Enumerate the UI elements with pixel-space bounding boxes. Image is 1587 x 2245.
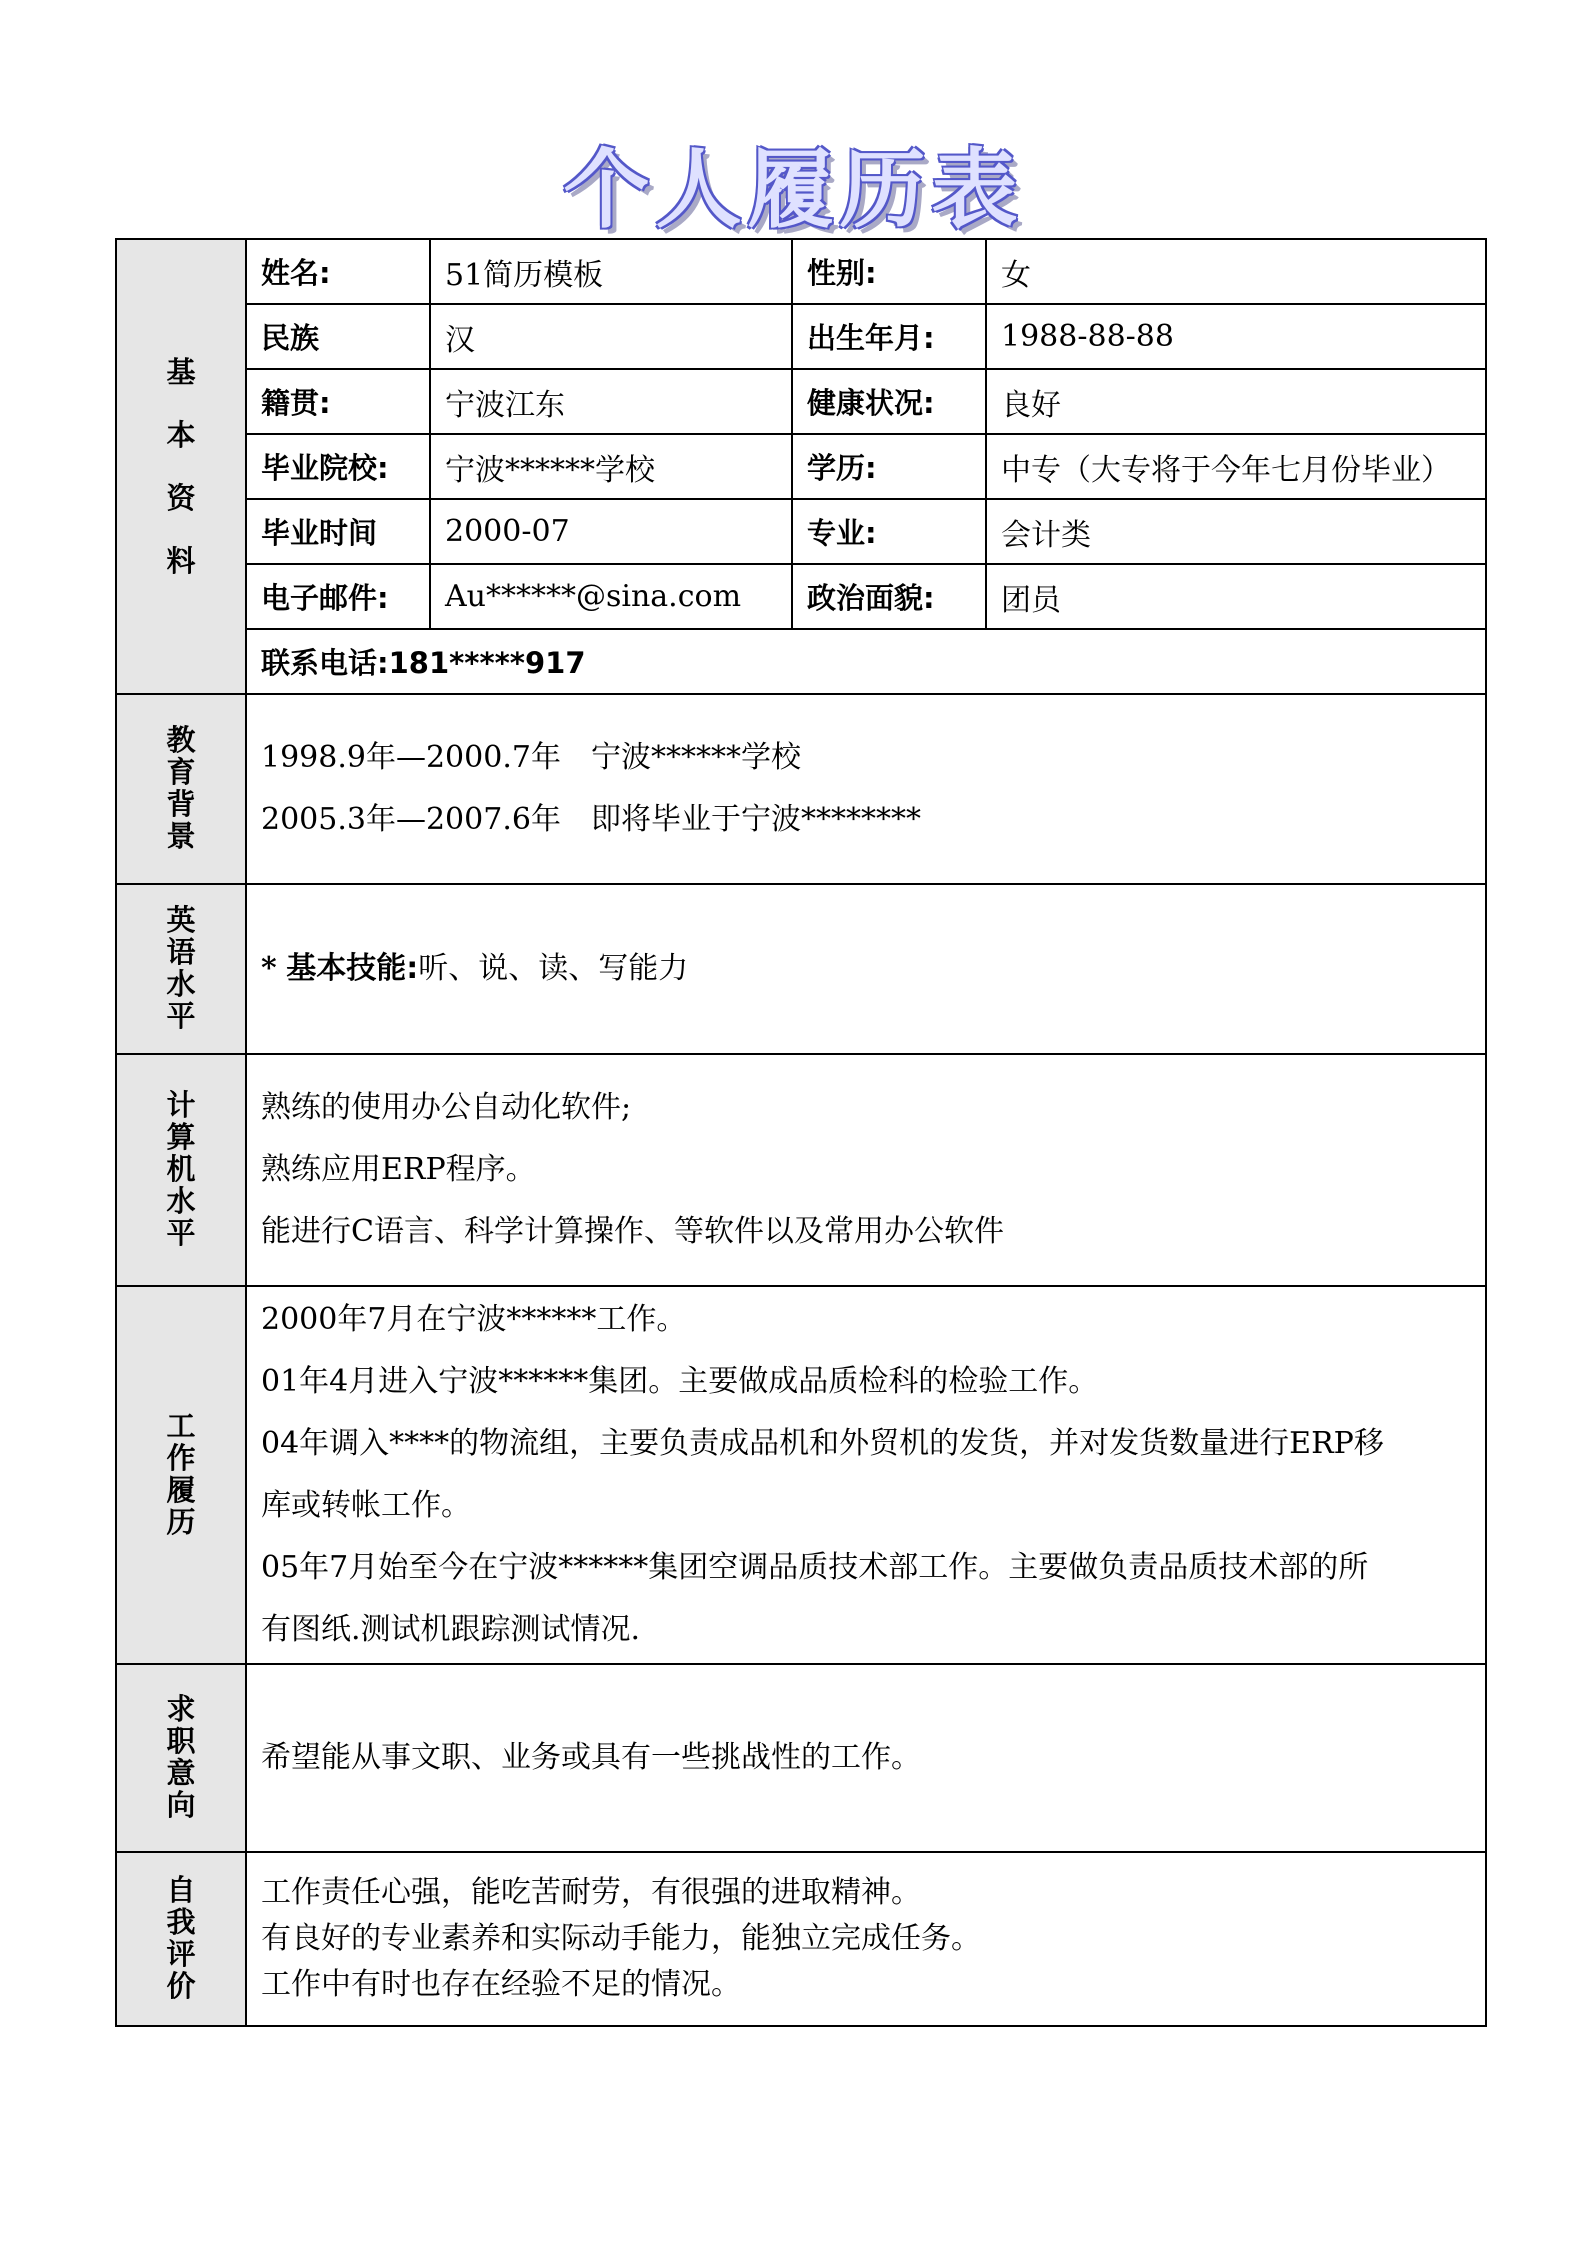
- field-value: 2000-07: [430, 499, 792, 564]
- page-title: 个人履历表: [563, 140, 1024, 240]
- objective-content: [246, 1664, 1486, 1852]
- section-label-education: 教育背景: [116, 694, 246, 884]
- field-value: 中专（大专将于今年七月份毕业）: [986, 434, 1486, 499]
- section-label-computer: 计算机水平: [116, 1054, 246, 1286]
- field-value: 51简历模板: [430, 239, 792, 304]
- work-content: [246, 1286, 1486, 1664]
- work-line: 库或转帐工作。: [261, 1488, 471, 1523]
- basic-row: [116, 564, 1486, 629]
- field-value: Au******@sina.com: [430, 564, 792, 629]
- basic-row: [116, 434, 1486, 499]
- education-content: [246, 694, 1486, 884]
- section-label-objective: 求职意向: [116, 1664, 246, 1852]
- section-label-self: 自我评价: [116, 1852, 246, 2026]
- field-value: 良好: [986, 369, 1486, 434]
- field-label: 毕业时间: [246, 499, 430, 564]
- field-value: 女: [986, 239, 1486, 304]
- field-label: 性别:: [792, 239, 986, 304]
- english-skill: [261, 938, 1471, 1000]
- computer-line: 能进行C语言、科学计算操作、等软件以及常用办公软件: [261, 1214, 1004, 1249]
- field-value: 1988-88-88: [986, 304, 1486, 369]
- resume-table: [115, 238, 1487, 2027]
- section-label-basic: 基本资料: [116, 239, 246, 694]
- work-line: 有图纸.测试机跟踪测试情况.: [261, 1612, 641, 1647]
- field-value: 团员: [986, 564, 1486, 629]
- field-value: 汉: [430, 304, 792, 369]
- field-label: 电子邮件:: [246, 564, 430, 629]
- education-line: 2005.3年—2007.6年 即将毕业于宁波********: [261, 802, 921, 837]
- field-label: 政治面貌:: [792, 564, 986, 629]
- field-label: 专业:: [792, 499, 986, 564]
- self-line: 工作责任心强，能吃苦耐劳，有很强的进取精神。: [261, 1875, 921, 1910]
- field-label: 学历:: [792, 434, 986, 499]
- field-label: 姓名:: [246, 239, 430, 304]
- skill-text: 听、说、读、写能力: [418, 951, 689, 986]
- field-value: 会计类: [986, 499, 1486, 564]
- section-label-work: 工作履历: [116, 1286, 246, 1664]
- education-row: [116, 694, 1486, 884]
- computer-line: 熟练应用ERP程序。: [261, 1152, 536, 1187]
- field-label: 健康状况:: [792, 369, 986, 434]
- phone-row: [116, 629, 1486, 694]
- work-row: [116, 1286, 1486, 1664]
- phone-field: 联系电话:181*****917: [246, 629, 1486, 694]
- computer-line: 熟练的使用办公自动化软件;: [261, 1090, 632, 1125]
- self-content: [246, 1852, 1486, 2026]
- basic-row: [116, 239, 1486, 304]
- work-line: 04年调入****的物流组，主要负责成品机和外贸机的发货，并对发货数量进行ERP移: [261, 1426, 1384, 1461]
- work-line: 05年7月始至今在宁波******集团空调品质技术部工作。主要做负责品质技术部的所: [261, 1550, 1369, 1585]
- objective-row: [116, 1664, 1486, 1852]
- field-value: 宁波******学校: [430, 434, 792, 499]
- skill-label: 基本技能:: [286, 951, 419, 986]
- field-label: 民族: [246, 304, 430, 369]
- self-line: 工作中有时也存在经验不足的情况。: [261, 1967, 741, 2002]
- work-line: 01年4月进入宁波******集团。主要做成品质检科的检验工作。: [261, 1364, 1099, 1399]
- field-label: 出生年月:: [792, 304, 986, 369]
- objective-text: 希望能从事文职、业务或具有一些挑战性的工作。: [261, 1740, 921, 1775]
- section-label-english: 英语水平: [116, 884, 246, 1054]
- self-row: [116, 1852, 1486, 2026]
- basic-row: [116, 369, 1486, 434]
- work-line: 2000年7月在宁波******工作。: [261, 1302, 687, 1337]
- english-content: [246, 884, 1486, 1054]
- basic-row: [116, 304, 1486, 369]
- field-label: 毕业院校:: [246, 434, 430, 499]
- field-label: 籍贯:: [246, 369, 430, 434]
- star-marker: *: [261, 951, 277, 986]
- computer-row: [116, 1054, 1486, 1286]
- education-line: 1998.9年—2000.7年 宁波******学校: [261, 740, 801, 775]
- field-value: 宁波江东: [430, 369, 792, 434]
- basic-row: [116, 499, 1486, 564]
- english-row: [116, 884, 1486, 1054]
- self-line: 有良好的专业素养和实际动手能力，能独立完成任务。: [261, 1921, 981, 1956]
- computer-content: [246, 1054, 1486, 1286]
